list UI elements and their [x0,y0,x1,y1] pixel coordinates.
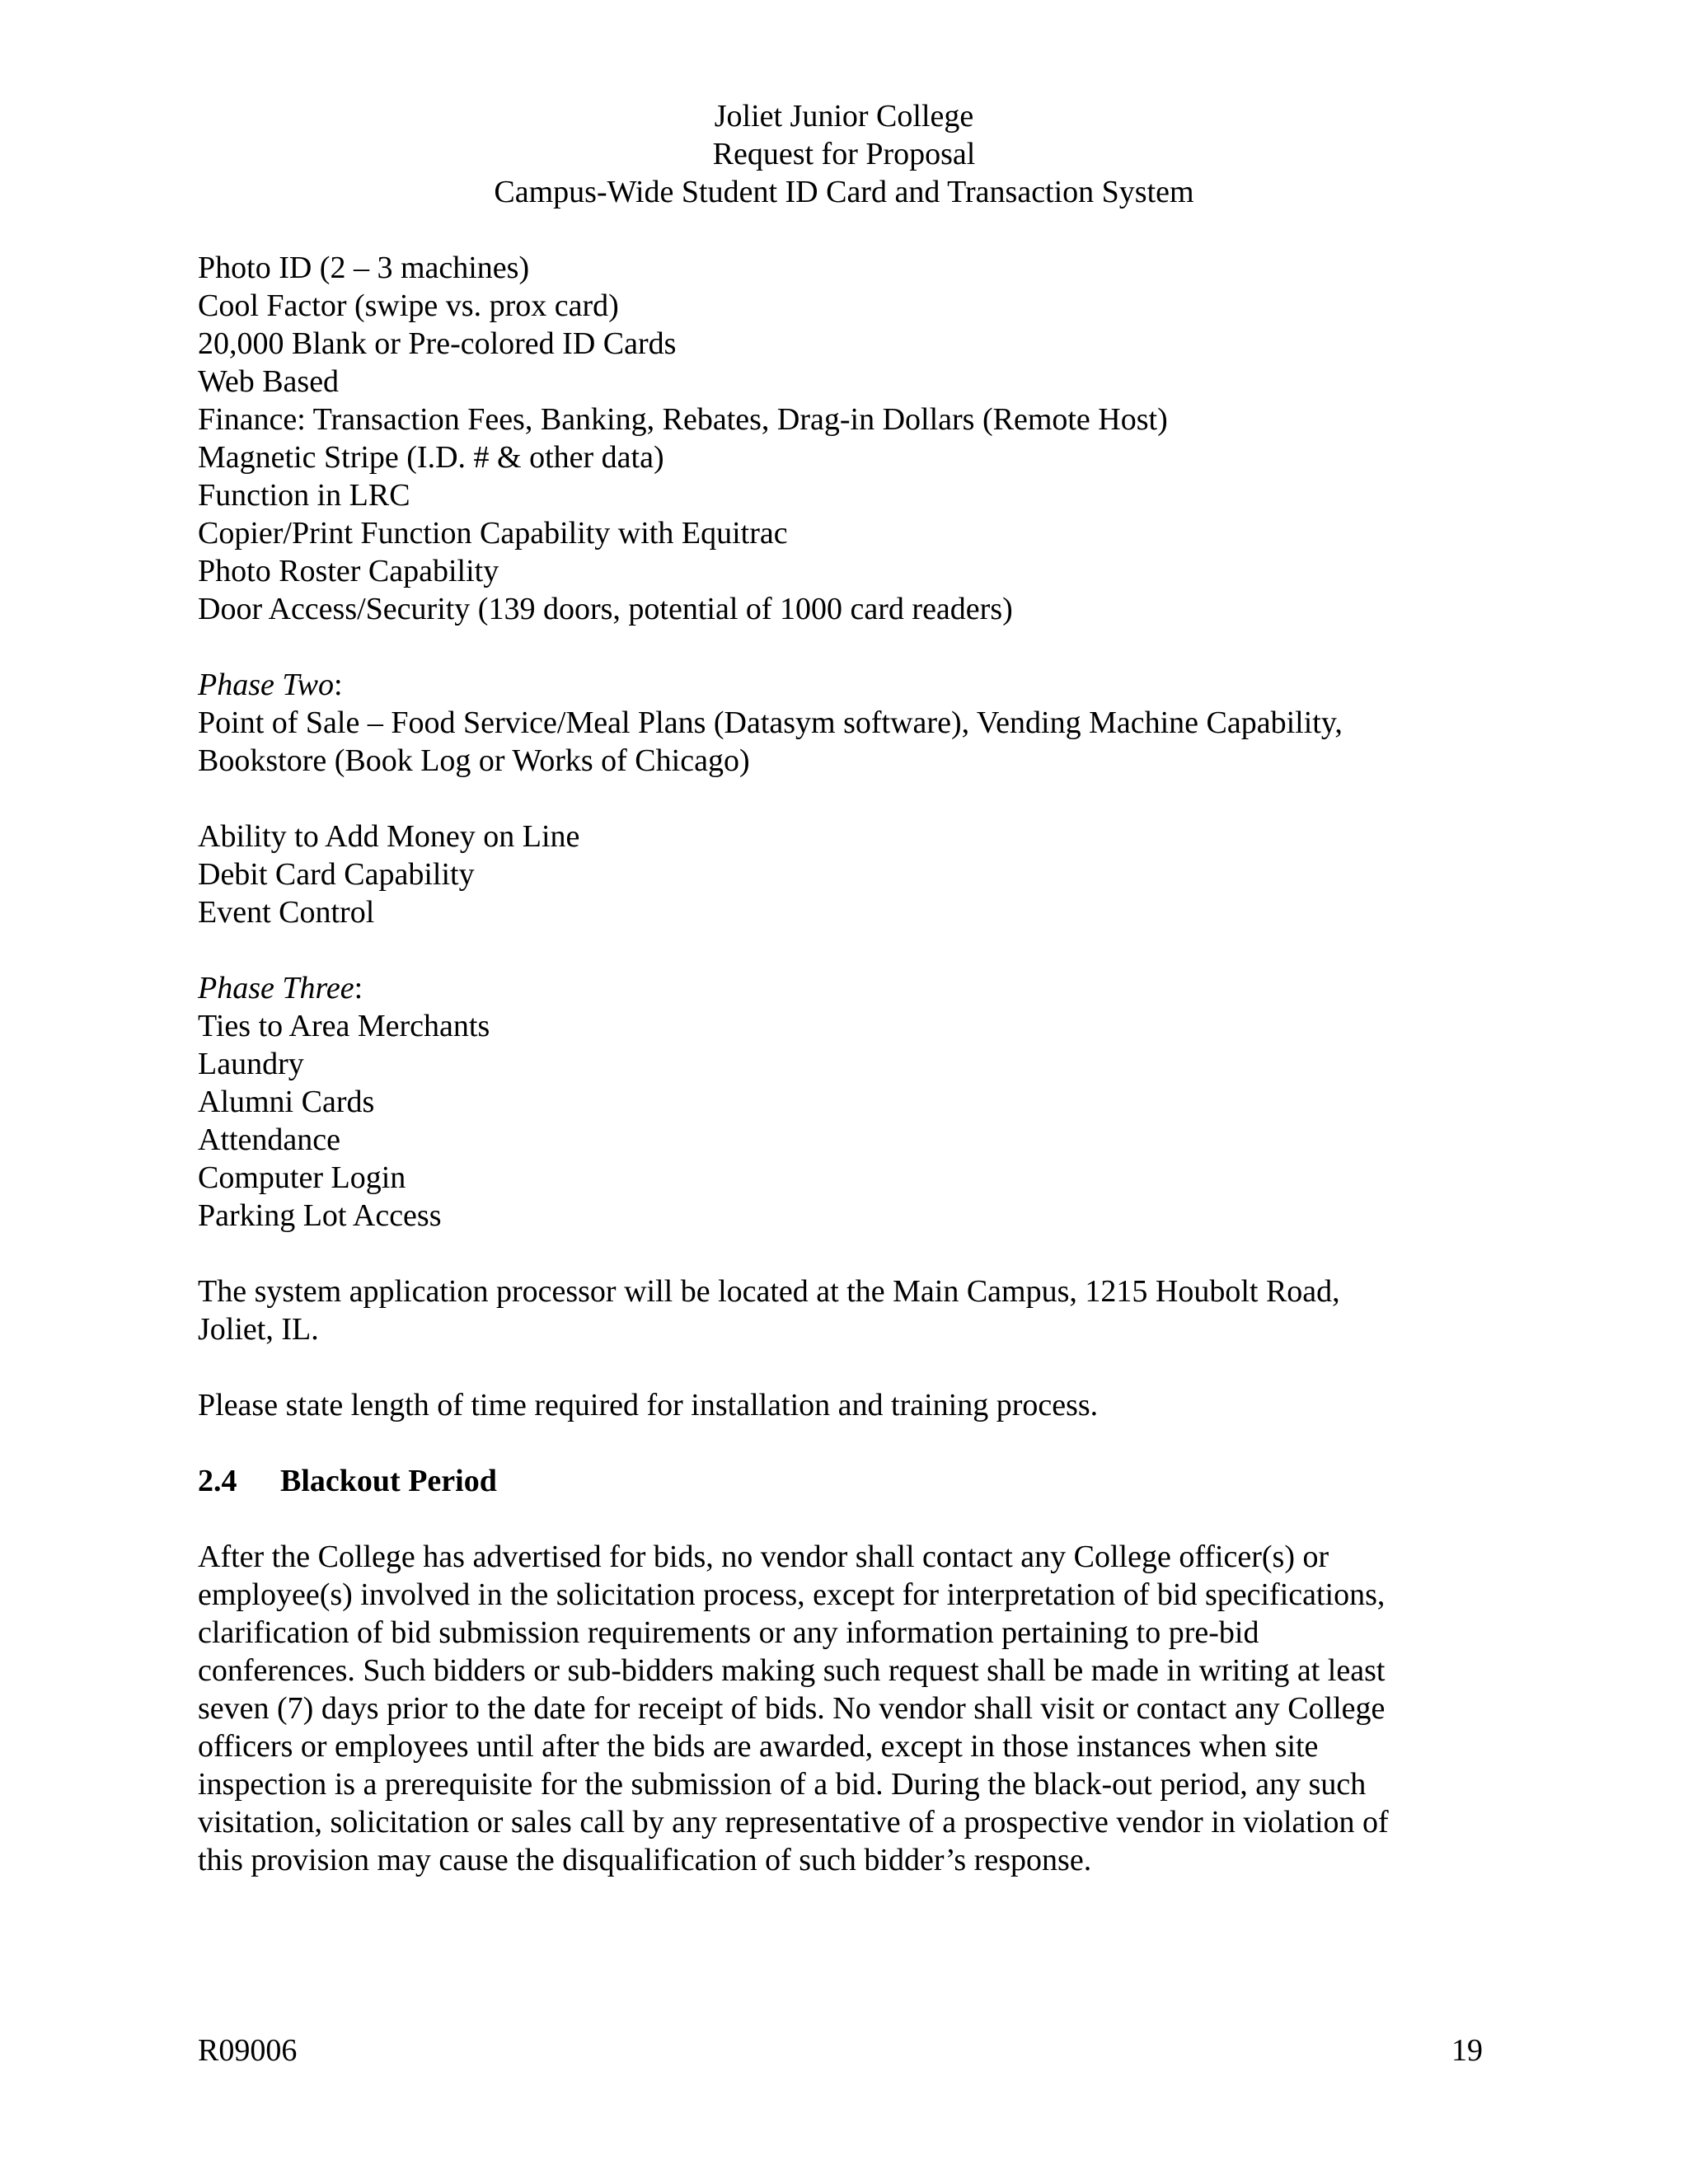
list-item: Laundry [198,1047,304,1081]
phase-one-list [198,249,1484,628]
list-item: Attendance [198,1122,341,1157]
paragraph-line: seven (7) days prior to the date for receipt of bids. No vendor shall visit or contact any College [198,1691,1386,1726]
list-item: Photo ID (2 – 3 machines) [198,251,530,285]
list-item: Magnetic Stripe (I.D. # & other data) [198,440,664,475]
list-item: Event Control [198,895,375,930]
paragraph-line: clarification of bid submission requirements or any information pertaining to pre-bid [198,1615,1259,1650]
section-number: 2.4 [198,1464,237,1498]
header-document-type: Request for Proposal [712,137,976,171]
phase-two-paragraph-line: Point of Sale – Food Service/Meal Plans (Datasym software), Vending Machine Capability, [198,705,1343,740]
list-item: Debit Card Capability [198,857,475,892]
phase-two-paragraph-line: Bookstore (Book Log or Works of Chicago) [198,743,750,778]
list-item: Function in LRC [198,478,410,513]
footer-page-number: 19 [1451,2033,1483,2068]
list-item: Ties to Area Merchants [198,1009,490,1043]
list-item: Parking Lot Access [198,1198,442,1233]
paragraph-line: employee(s) involved in the solicitation process, except for interpretation of bid specifications, [198,1577,1386,1612]
installation-note: Please state length of time required for installation and training process. [198,1388,1099,1422]
phase-two-label: Phase Two: [198,668,343,702]
list-item: Computer Login [198,1160,406,1195]
list-item: 20,000 Blank or Pre-colored ID Cards [198,326,677,361]
paragraph-line: inspection is a prerequisite for the submission of a bid. During the black-out period, any such [198,1767,1367,1802]
paragraph-line: officers or employees until after the bids are awarded, except in those instances when site [198,1729,1319,1764]
phase-three-section [198,969,1484,1235]
list-item: Alumni Cards [198,1085,375,1119]
paragraph-line: After the College has advertised for bids, no vendor shall contact any College officer(s) or [198,1540,1329,1574]
footer-doc-number: R09006 [198,2033,298,2068]
section-heading [198,1462,1484,1500]
section-title: Blackout Period [280,1464,497,1498]
paragraph-line: Joliet, IL. [198,1312,319,1347]
paragraph-line: The system application processor will be located at the Main Campus, 1215 Houbolt Road, [198,1274,1340,1309]
list-item: Door Access/Security (139 doors, potential of 1000 card readers) [198,592,1013,626]
list-item: Web Based [198,364,340,399]
phase-three-label: Phase Three: [198,971,363,1005]
paragraph-line: conferences. Such bidders or sub-bidders making such request shall be made in writing at least [198,1653,1386,1688]
list-item: Photo Roster Capability [198,554,499,588]
phase-two-section [198,666,1484,931]
header-project-title: Campus-Wide Student ID Card and Transaction System [494,175,1194,209]
paragraph-line: this provision may cause the disqualification of such bidder’s response. [198,1843,1092,1877]
document-body [198,249,1484,1879]
blackout-paragraph [198,1538,1484,1879]
list-item: Finance: Transaction Fees, Banking, Rebates, Drag-in Dollars (Remote Host) [198,402,1168,437]
list-item: Cool Factor (swipe vs. prox card) [198,288,619,323]
list-item: Copier/Print Function Capability with Equitrac [198,516,788,551]
document-header [0,97,1688,211]
header-institution: Joliet Junior College [714,99,974,134]
paragraph-line: visitation, solicitation or sales call by any representative of a prospective vendor in violation of [198,1805,1389,1840]
location-paragraph [198,1272,1484,1348]
list-item: Ability to Add Money on Line [198,819,580,854]
